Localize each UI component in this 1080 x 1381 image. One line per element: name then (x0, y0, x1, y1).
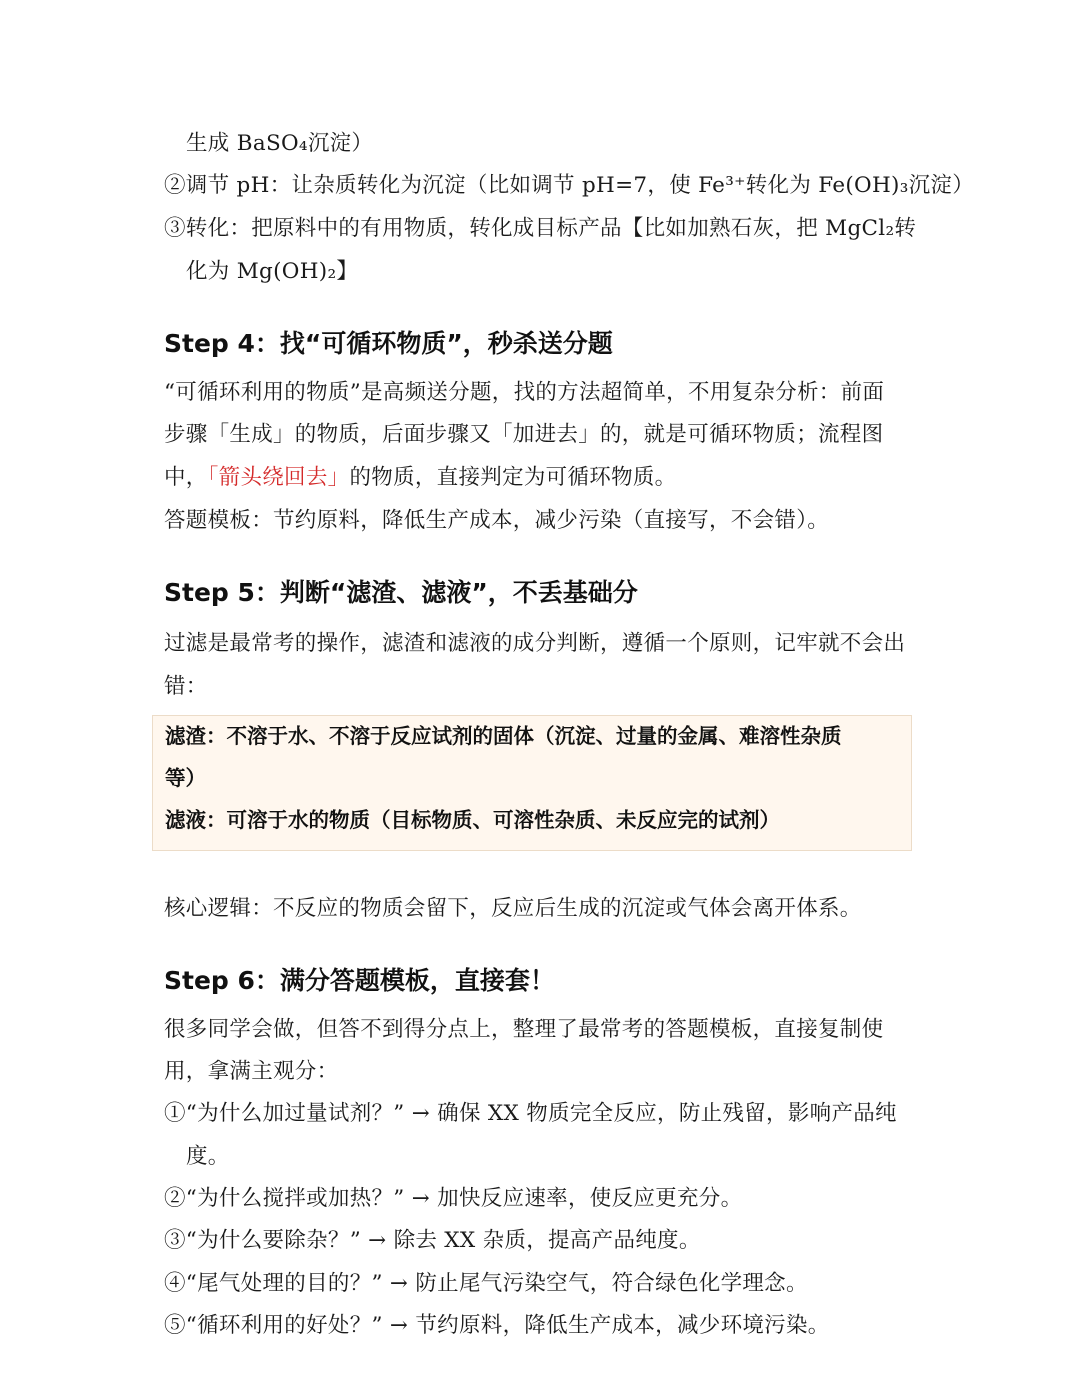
paragraph-line: 用，拿满主观分： (164, 1059, 339, 1084)
text-line: 生成 BaSO₄沉淀） (186, 131, 374, 156)
step6-heading: Step 6：满分答题模板，直接套！ (164, 966, 555, 995)
text-line: 化为 Mg(OH)₂】 (186, 259, 359, 284)
answer-template-line: 答题模板：节约原料，降低生产成本，减少污染（直接写，不会错）。 (164, 508, 830, 533)
paragraph-line: 很多同学会做，但答不到得分点上，整理了最常考的答题模板，直接复制使 (164, 1017, 884, 1042)
list-item: ①“为什么加过量试剂？” → 确保 XX 物质完全反应，防止残留，影响产品纯 (164, 1101, 897, 1126)
list-item-conversion: ③转化：把原料中的有用物质，转化成目标产品【比如加熟石灰，把 MgCl₂转 (164, 216, 917, 241)
paragraph-line: 错： (164, 674, 208, 699)
list-item-adjust-ph: ②调节 pH：让杂质转化为沉淀（比如调节 pH=7，使 Fe³⁺转化为 Fe(OH)₃沉淀） (164, 173, 975, 198)
paragraph-line (164, 463, 924, 493)
highlight-text: 「箭头绕回去」 (207, 465, 350, 490)
filtrate-definition: 滤液：可溶于水的物质（目标物质、可溶性杂质、未反应完的试剂） (165, 808, 780, 832)
residue-definition: 滤渣：不溶于水、不溶于反应试剂的固体（沉淀、过量的金属、难溶性杂质 (165, 724, 842, 748)
paragraph-line: 过滤是最常考的操作，滤渣和滤液的成分判断，遵循一个原则，记牢就不会出 (164, 631, 906, 656)
residue-definition-cont: 等） (165, 766, 206, 790)
list-item-cont: 度。 (186, 1144, 230, 1169)
list-item: ③“为什么要除杂？” → 除去 XX 杂质，提高产品纯度。 (164, 1228, 701, 1253)
text-fragment: 的物质，直接判定为可循环物质。 (349, 465, 677, 490)
paragraph-line: 步骤「生成」的物质，后面步骤又「加进去」的，就是可循环物质；流程图 (164, 422, 884, 447)
text-fragment: 中， (164, 465, 208, 490)
paragraph-line: “可循环利用的物质”是高频送分题，找的方法超简单，不用复杂分析：前面 (164, 380, 885, 405)
step4-heading: Step 4：找“可循环物质”，秒杀送分题 (164, 329, 613, 358)
core-logic-line: 核心逻辑：不反应的物质会留下，反应后生成的沉淀或气体会离开体系。 (164, 896, 862, 921)
list-item: ②“为什么搅拌或加热？” → 加快反应速率，使反应更充分。 (164, 1186, 743, 1211)
highlight-box (152, 715, 912, 851)
step5-heading: Step 5：判断“滤渣、滤液”，不丢基础分 (164, 578, 638, 607)
list-item: ⑤“循环利用的好处？” → 节约原料，降低生产成本，减少环境污染。 (164, 1313, 830, 1338)
list-item: ④“尾气处理的目的？” → 防止尾气污染空气，符合绿色化学理念。 (164, 1271, 808, 1296)
